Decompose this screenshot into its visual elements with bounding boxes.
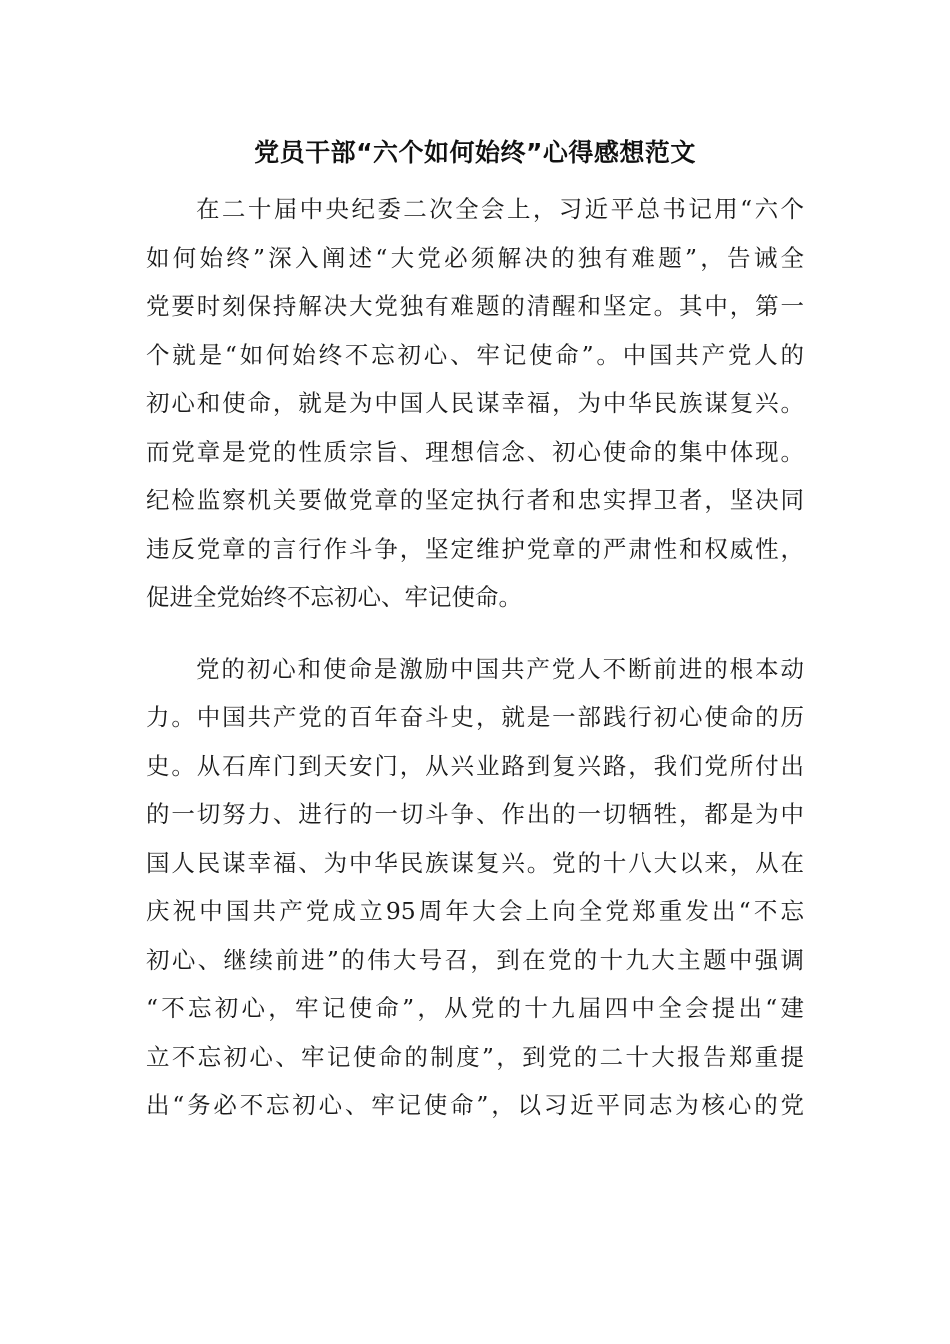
paragraph-line: 个就是“如何始终不忘初心、牢记使命”。中国共产党人的 — [146, 340, 804, 369]
paragraph-line: 初心、继续前进”的伟大号召，到在党的十九大主题中强调 — [146, 945, 804, 974]
paragraph-line: 党要时刻保持解决大党独有难题的清醒和坚定。其中，第一 — [146, 292, 804, 320]
paragraph-line: 在二十届中央纪委二次全会上，习近平总书记用“六个 — [196, 195, 804, 223]
paragraph-line: 初心和使命，就是为中国人民谋幸福，为中华民族谋复兴。 — [146, 389, 804, 417]
paragraph-line: 出“务必不忘初心、牢记使命”，以习近平同志为核心的党 — [146, 1091, 804, 1119]
paragraph-line: 的一切努力、进行的一切斗争、作出的一切牺牲，都是为中 — [146, 800, 804, 828]
paragraph-line: 促进全党始终不忘初心、牢记使命。 — [146, 583, 522, 611]
paragraph-line: 违反党章的言行作斗争，坚定维护党章的严肃性和权威性， — [146, 534, 804, 563]
paragraph-line: “不忘初心，牢记使命”，从党的十九届四中全会提出“建 — [146, 994, 804, 1022]
paragraph-spacer — [146, 622, 804, 645]
paragraph-2 — [146, 645, 804, 1130]
paragraph-line: 纪检监察机关要做党章的坚定执行者和忠实捍卫者，坚决同 — [146, 486, 804, 514]
paragraph-line: 而党章是党的性质宗旨、理想信念、初心使命的集中体现。 — [146, 437, 804, 466]
paragraph-line: 立不忘初心、牢记使命的制度”，到党的二十大报告郑重提 — [146, 1042, 804, 1071]
paragraph-line: 如何始终”深入阐述“大党必须解决的独有难题”，告诫全 — [146, 243, 804, 272]
paragraph-line: 庆祝中国共产党成立95周年大会上向全党郑重发出“不忘 — [146, 897, 804, 925]
document-body — [146, 185, 804, 1130]
paragraph-line: 国人民谋幸福、为中华民族谋复兴。党的十八大以来，从在 — [146, 848, 804, 877]
paragraph-1 — [146, 185, 804, 622]
paragraph-line: 党的初心和使命是激励中国共产党人不断前进的根本动 — [196, 654, 804, 683]
paragraph-line: 史。从石库门到天安门，从兴业路到复兴路，我们党所付出 — [146, 751, 804, 780]
document-title: 党员干部“六个如何始终”心得感想范文 — [254, 138, 696, 167]
paragraph-line: 力。中国共产党的百年奋斗史，就是一部践行初心使命的历 — [146, 703, 804, 731]
